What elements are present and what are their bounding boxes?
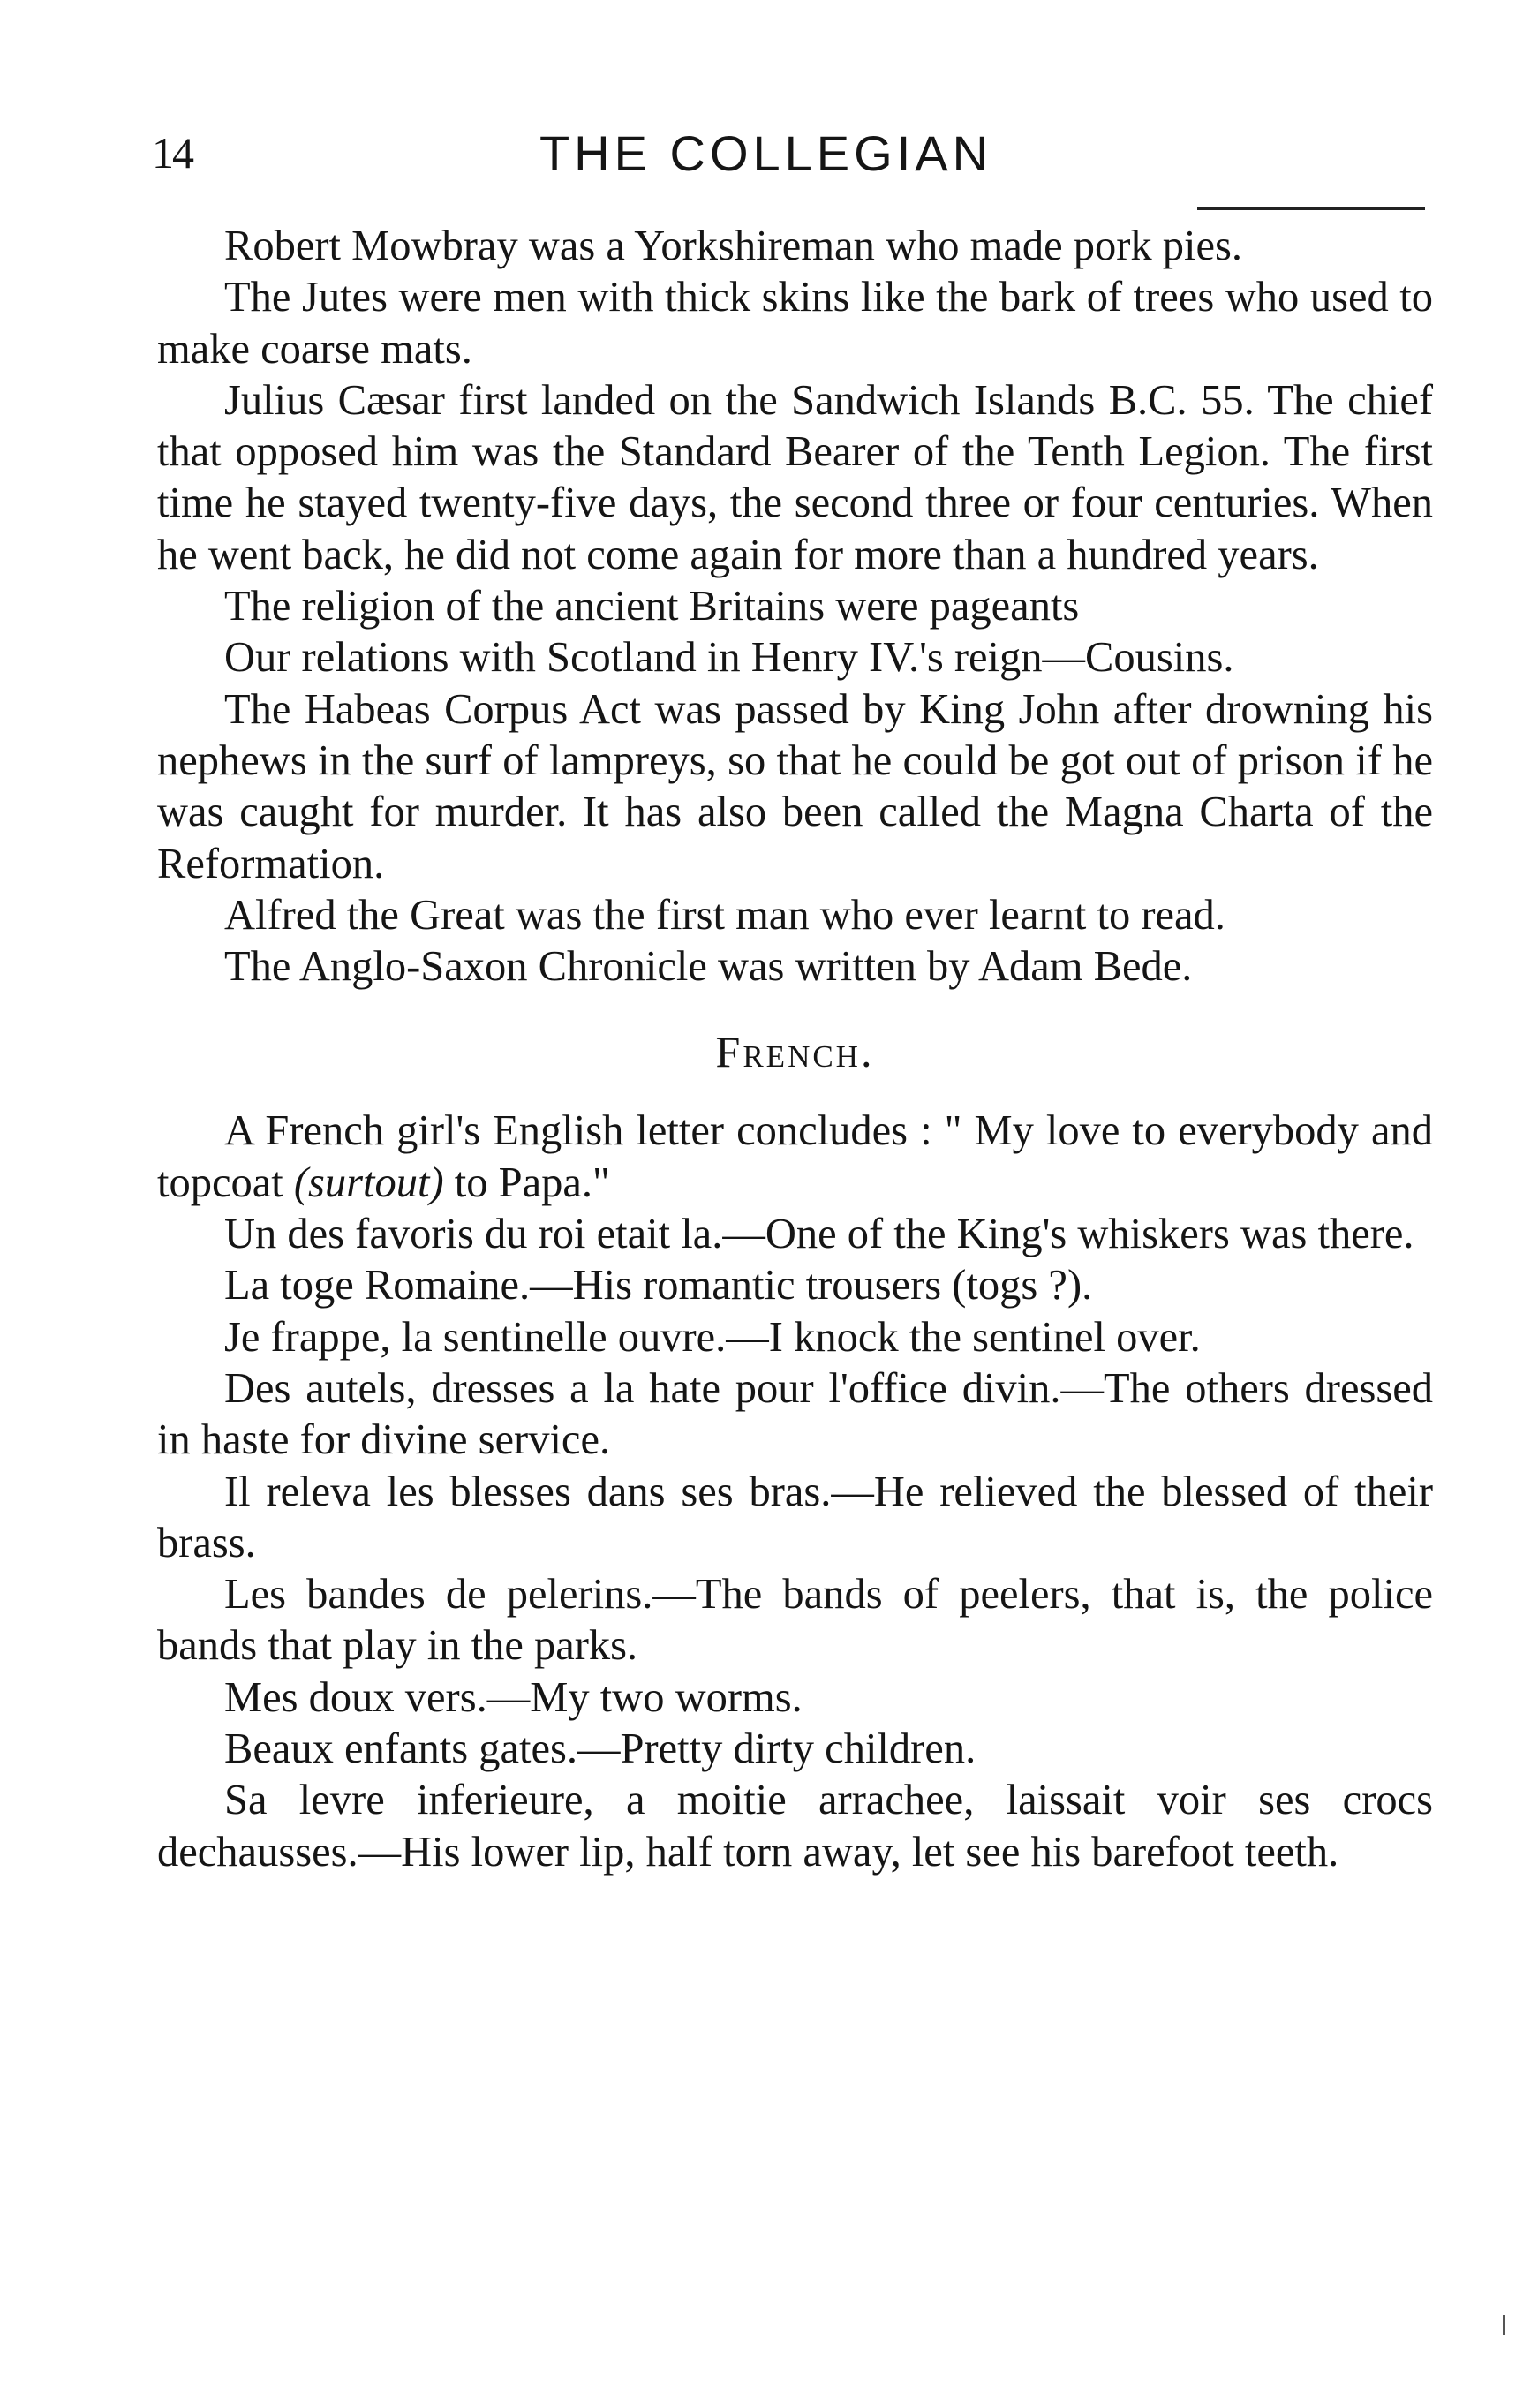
paragraph-enfants: Beaux enfants gates.—Pretty dirty children. bbox=[224, 1725, 976, 1773]
paragraph-pelerins: Les bandes de pelerins.—The bands of peelers, that is, the police bands that play in the parks. bbox=[157, 1571, 1433, 1670]
paragraph-chronicle: The Anglo-Saxon Chronicle was written by Adam Bede. bbox=[224, 943, 1193, 991]
paragraph-doux-vers: Mes doux vers.—My two worms. bbox=[224, 1673, 803, 1721]
header-rule bbox=[1197, 207, 1425, 210]
french-letter-text-after: to Papa." bbox=[443, 1159, 610, 1206]
paragraph-scotland: Our relations with Scotland in Henry IV.'s reign—Cousins. bbox=[224, 634, 1234, 682]
paragraph-sentinelle: Je frappe, la sentinelle ouvre.—I knock the sentinel over. bbox=[224, 1313, 1201, 1361]
page-number: 14 bbox=[152, 128, 192, 177]
paragraph-mowbray: Robert Mowbray was a Yorkshireman who made pork pies. bbox=[224, 223, 1243, 269]
paragraph-alfred: Alfred the Great was the first man who ever learnt to read. bbox=[224, 891, 1225, 939]
paragraph-habeas-corpus: The Habeas Corpus Act was passed by King John after drowning his nephews in the surf of lampreys, so that he could be got out of prison if he was caught for murder. It has also been called the Magna Charta of the Reformation. bbox=[157, 685, 1433, 887]
paragraph-levre: Sa levre inferieure, a moitie arrachee, laissait voir ses crocs dechausses.—His lower lip, half torn away, let see his barefoot teeth. bbox=[157, 1777, 1433, 1876]
section-heading-french: French. bbox=[715, 1027, 875, 1077]
margin-mark bbox=[1503, 2315, 1505, 2335]
paragraph-toge: La toge Romaine.—His romantic trousers (togs ?). bbox=[224, 1262, 1093, 1310]
running-title: THE COLLEGIAN bbox=[539, 125, 993, 181]
paragraph-blesses: Il releva les blesses dans ses bras.—He relieved the blessed of their brass. bbox=[157, 1468, 1433, 1566]
paragraph-favoris: Un des favoris du roi etait la.—One of the King's whiskers was there. bbox=[224, 1211, 1414, 1258]
paragraph-caesar: Julius Cæsar first landed on the Sandwich Islands B.C. 55. The chief that opposed him was the Standard Bearer of the Tenth Legion. The first time he stayed twenty-five days, the second three or four centuries. When he went back, he did not come again for more than a hundred years. bbox=[157, 376, 1433, 578]
paragraph-autels: Des autels, dresses a la hate pour l'office divin.—The others dressed in haste for divine service. bbox=[157, 1364, 1433, 1464]
body-text bbox=[157, 221, 1433, 1878]
paragraph-jutes: The Jutes were men with thick skins like the bark of trees who used to make coarse mats. bbox=[157, 274, 1433, 373]
french-letter-text-before: A French girl's English letter concludes : " My love to everybody and topcoat bbox=[157, 1107, 1433, 1206]
paragraph-french-letter bbox=[157, 1106, 1433, 1209]
paragraph-religion: The religion of the ancient Britains were pageants bbox=[224, 583, 1080, 630]
french-letter-italic: (surtout) bbox=[293, 1159, 444, 1206]
